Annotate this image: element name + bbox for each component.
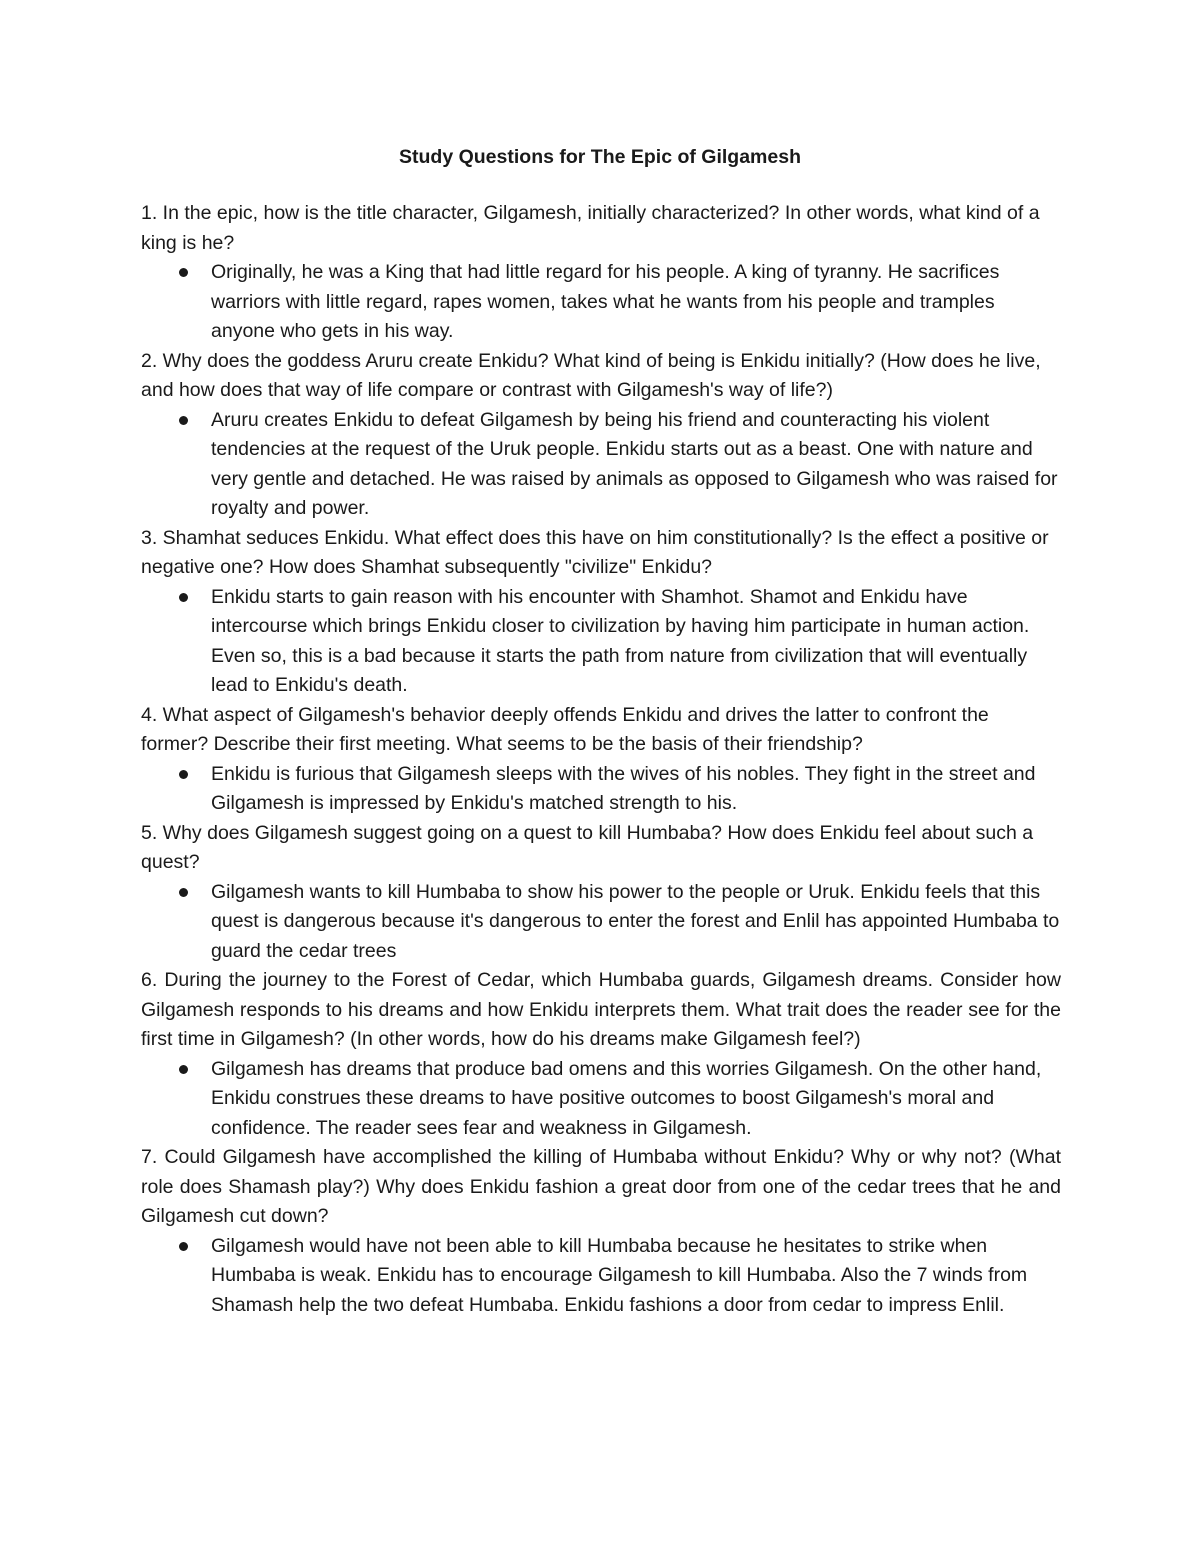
answer-3 (141, 583, 1061, 701)
answer-4 (141, 760, 1061, 819)
answer-2 (141, 406, 1061, 524)
answer-4-text: Enkidu is furious that Gilgamesh sleeps with the wives of his nobles. They fight in the street and Gilgamesh is impressed by Enkidu's matched strength to his. (211, 762, 1036, 814)
question-1: 1. In the epic, how is the title character, Gilgamesh, initially characterized? In other words, what kind of a king is he? (141, 202, 1040, 254)
question-6: 6. During the journey to the Forest of Cedar, which Humbaba guards, Gilgamesh dreams. Consider how Gilgamesh responds to his dreams and how Enkidu interprets them. What trait does the reader see for the first time in Gilgamesh? (In other words, how do his dreams make Gilgamesh feel?) (141, 969, 1061, 1050)
bullet-icon (179, 593, 188, 602)
answer-5-text: Gilgamesh wants to kill Humbaba to show his power to the people or Uruk. Enkidu feels that this quest is dangerous because it's dangerous to enter the forest and Enlil has appointed Humbaba to guard the cedar trees (211, 880, 1060, 962)
document-title: Study Questions for The Epic of Gilgamesh (399, 146, 801, 168)
answer-6 (141, 1055, 1061, 1144)
question-list (141, 199, 1061, 1320)
answer-1-text: Originally, he was a King that had little regard for his people. A king of tyranny. He sacrifices warriors with little regard, rapes women, takes what he wants from his people and tramples anyone who gets in his way. (211, 261, 1000, 342)
bullet-icon (179, 416, 188, 425)
bullet-icon (179, 1242, 188, 1251)
answer-2-text: Aruru creates Enkidu to defeat Gilgamesh by being his friend and counteracting his violent tendencies at the request of the Uruk people. Enkidu starts out as a beast. One with nature and very gentle and detached. He was raised by animals as opposed to Gilgamesh who was raised for royalty and power. (211, 408, 1058, 519)
bullet-icon (179, 1065, 188, 1074)
bullet-icon (179, 770, 188, 779)
answer-3-text: Enkidu starts to gain reason with his encounter with Shamhot. Shamot and Enkidu have intercourse which brings Enkidu closer to civilization by having him participate in human action. Even so, this is a bad because it starts the path from nature from civilization that will eventually lead to Enkidu's death. (211, 585, 1030, 696)
bullet-icon (179, 268, 188, 277)
question-7: 7. Could Gilgamesh have accomplished the killing of Humbaba without Enkidu? Why or why not? (What role does Shamash play?) Why does Enkidu fashion a great door from one of the cedar trees that he and Gilgamesh cut down? (141, 1146, 1061, 1227)
question-4: 4. What aspect of Gilgamesh's behavior deeply offends Enkidu and drives the latter to confront the former? Describe their first meeting. What seems to be the basis of their friendship? (141, 703, 989, 755)
bullet-icon (179, 888, 188, 897)
answer-5 (141, 878, 1061, 967)
question-2: 2. Why does the goddess Aruru create Enkidu? What kind of being is Enkidu initially? (How does he live, and how does that way of life compare or contrast with Gilgamesh's way of life?) (141, 349, 1041, 401)
question-3: 3. Shamhat seduces Enkidu. What effect does this have on him constitutionally? Is the effect a positive or negative one? How does Shamhat subsequently "civilize" Enkidu? (141, 526, 1049, 578)
answer-6-text: Gilgamesh has dreams that produce bad omens and this worries Gilgamesh. On the other hand, Enkidu construes these dreams to have positive outcomes to boost Gilgamesh's moral and confidence. The reader sees fear and weakness in Gilgamesh. (211, 1057, 1042, 1139)
answer-7-text: Gilgamesh would have not been able to kill Humbaba because he hesitates to strike when Humbaba is weak. Enkidu has to encourage Gilgamesh to kill Humbaba. Also the 7 winds from Shamash help the two defeat Humbaba. Enkidu fashions a door from cedar to impress Enlil. (211, 1234, 1028, 1316)
answer-7 (141, 1232, 1061, 1321)
answer-1 (141, 258, 1061, 347)
question-5: 5. Why does Gilgamesh suggest going on a quest to kill Humbaba? How does Enkidu feel about such a quest? (141, 821, 1034, 873)
